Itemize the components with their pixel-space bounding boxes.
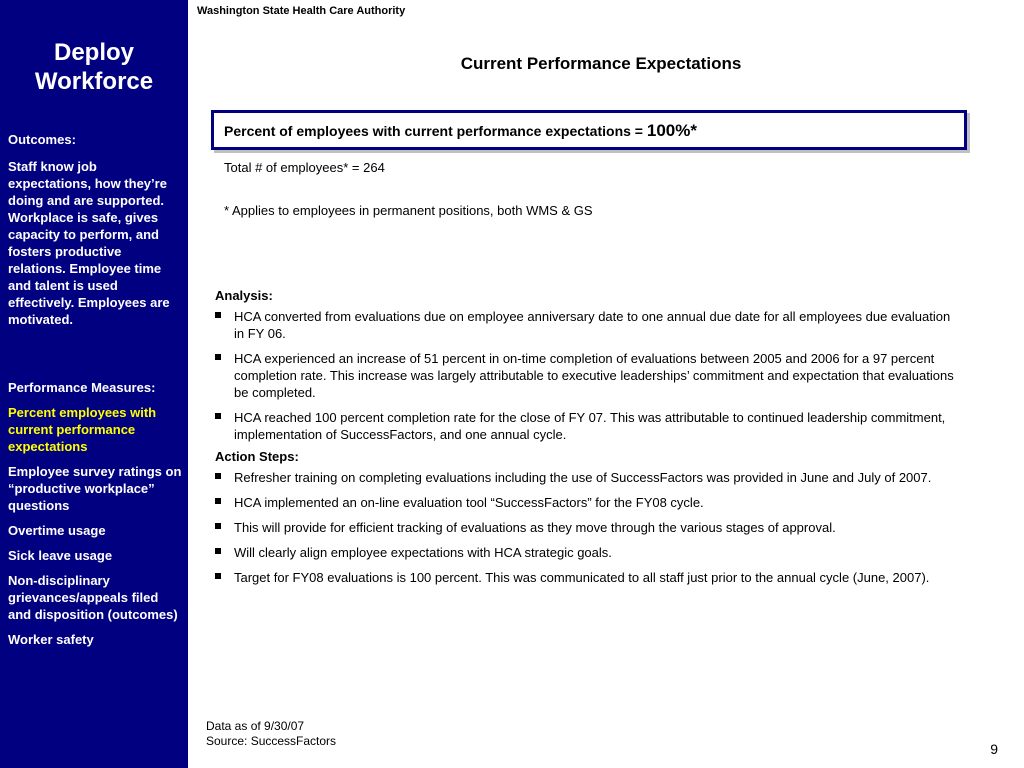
list-item [215, 494, 960, 511]
bullet-icon [215, 498, 221, 504]
metric-value: 100%* [646, 121, 697, 140]
analysis-list [215, 308, 960, 443]
metric-box [211, 110, 967, 150]
organization-name: Washington State Health Care Authority [197, 5, 406, 17]
bullet-icon [215, 413, 221, 419]
sidebar [0, 0, 188, 768]
action-item-text: Will clearly align employee expectations with HCA strategic goals. [234, 545, 612, 560]
measure-item-current-expectations: Percent employees with current performance expectations [8, 405, 157, 454]
action-item-text: This will provide for efficient tracking of evaluations as they move through the various stages of approval. [234, 520, 836, 535]
measure-item-grievances: Non-disciplinary grievances/appeals filed and disposition (outcomes) [8, 573, 178, 622]
measure-item-worker-safety: Worker safety [8, 632, 94, 647]
bullet-icon [215, 312, 221, 318]
analysis-item-text: HCA experienced an increase of 51 percent in on-time completion of evaluations between 2005 and 2006 for a 97 percent completion rate. This increase was largely attributable to executive leaderships’ commitment and expectation that evaluations be completed. [234, 351, 954, 400]
list-item [215, 519, 960, 536]
action-item-text: Target for FY08 evaluations is 100 percent. This was communicated to all staff just prior to the annual cycle (June, 2007). [234, 570, 930, 585]
metric-label: Percent of employees with current performance expectations = [224, 123, 647, 139]
analysis-item-text: HCA converted from evaluations due on employee anniversary date to one annual due date for all employees due evaluation in FY 06. [234, 309, 951, 341]
list-item [215, 308, 960, 342]
outcomes-heading: Outcomes: [8, 132, 76, 147]
measures-heading: Performance Measures: [8, 380, 156, 395]
measure-item-survey-ratings: Employee survey ratings on “productive workplace” questions [8, 464, 182, 513]
list-item [215, 350, 960, 401]
action-steps-heading: Action Steps: [215, 449, 299, 464]
data-as-of: Data as of 9/30/07 [206, 719, 305, 733]
analysis-item-text: HCA reached 100 percent completion rate for the close of FY 07. This was attributable to continued leadership commitment, implementation of SuccessFactors, and one annual cycle. [234, 410, 946, 442]
list-item [215, 544, 960, 561]
action-item-text: HCA implemented an on-line evaluation tool “SuccessFactors” for the FY08 cycle. [234, 495, 704, 510]
footnote: * Applies to employees in permanent positions, both WMS & GS [224, 203, 593, 218]
bullet-icon [215, 354, 221, 360]
action-steps-list [215, 469, 960, 586]
bullet-icon [215, 548, 221, 554]
data-source: Source: SuccessFactors [206, 734, 337, 748]
analysis-section [215, 287, 960, 594]
analysis-heading: Analysis: [215, 288, 273, 303]
total-employees: Total # of employees* = 264 [224, 160, 385, 175]
outcomes-text: Staff know job expectations, how they’re doing and are supported. Workplace is safe, gives capacity to perform, and fosters productive relations. Employee time and talent is used effectively. Employees are motivated. [8, 159, 170, 327]
measures-section [8, 379, 182, 648]
list-item [215, 569, 960, 586]
footer [206, 719, 336, 749]
metric-statement [224, 121, 697, 141]
bullet-icon [215, 523, 221, 529]
measure-item-overtime: Overtime usage [8, 523, 106, 538]
outcomes-section [8, 131, 182, 328]
sidebar-title-line2: Workforce [34, 68, 154, 95]
list-item [215, 409, 960, 443]
page-number: 9 [990, 741, 998, 757]
sidebar-title [0, 38, 188, 96]
bullet-icon [215, 573, 221, 579]
measure-item-sick-leave: Sick leave usage [8, 548, 113, 563]
sidebar-title-line1: Deploy [53, 39, 134, 66]
bullet-icon [215, 473, 221, 479]
action-item-text: Refresher training on completing evaluations including the use of SuccessFactors was provided in June and July of 2007. [234, 470, 932, 485]
page-title: Current Performance Expectations [460, 54, 742, 73]
list-item [215, 469, 960, 486]
